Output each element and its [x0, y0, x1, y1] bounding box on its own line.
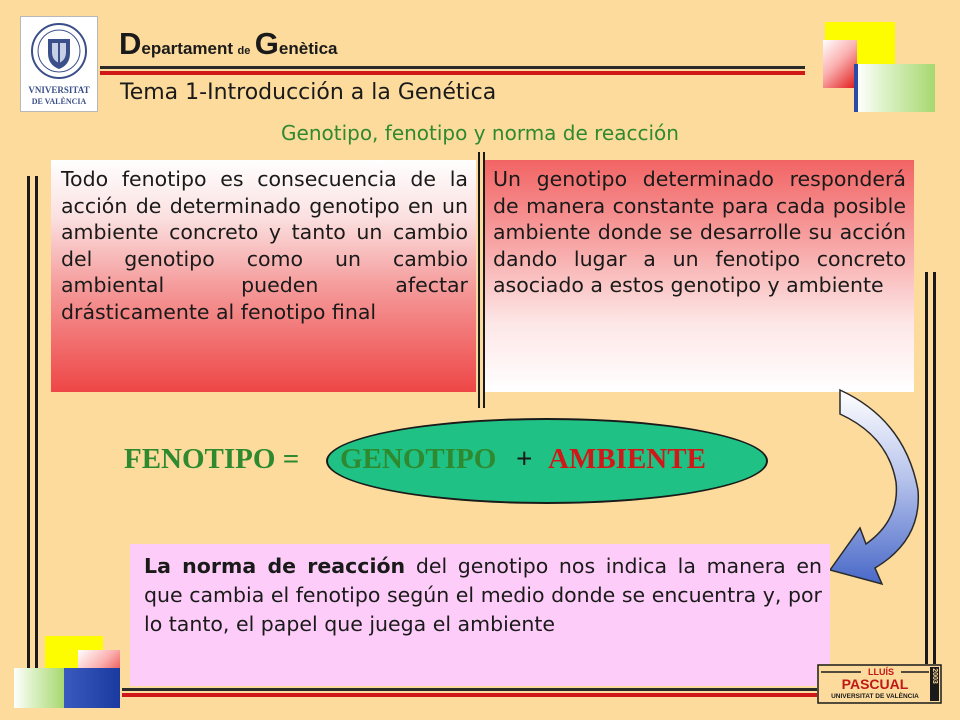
reaction-norm-box: [130, 544, 830, 686]
equation-plus: +: [516, 443, 533, 475]
equation-environment: AMBIENTE: [548, 443, 706, 475]
left-vertical-rule-2: [35, 176, 38, 698]
equation-phenotype: FENOTIPO =: [124, 443, 300, 475]
decor-blue-square-bottom: [64, 668, 120, 708]
equation-genotype: GENOTIPO: [340, 443, 497, 475]
phenotype-definition-box: Todo fenotipo es consecuencia de la acción de determinado genotipo en un ambiente concreto y tanto un cambio del genotipo como un cambio ambiental pueden afectar drásticamente al fenotipo final: [51, 160, 476, 392]
university-logo: [20, 16, 98, 112]
topic-title: Tema 1-Introducción a la Genética: [120, 80, 497, 105]
svg-text:VNIVERSITAT: VNIVERSITAT: [28, 85, 90, 95]
decor-gradient-square: [823, 40, 857, 88]
genotype-response-box: Un genotipo determinado responderá de manera constante para cada posible ambiente donde se desarrolle su acción dando lugar a un fenotipo concreto asociado a estos genotipo y ambiente: [485, 160, 914, 392]
lluis-pascual-logo: [817, 664, 942, 704]
header-rule-red: [100, 71, 805, 75]
left-vertical-rule: [27, 176, 30, 698]
reaction-norm-term: La norma de reacción: [144, 554, 406, 578]
svg-text:UNIVERSITAT DE VALÈNCIA: UNIVERSITAT DE VALÈNCIA: [831, 693, 919, 700]
header-rule-dark: [100, 66, 805, 69]
box-divider-rule: [478, 152, 480, 408]
svg-text:LLUÍS: LLUÍS: [868, 667, 894, 677]
decor-blue-bar: [854, 64, 858, 112]
footer-rule-red: [122, 693, 822, 697]
decor-green-square-bottom: [14, 668, 64, 708]
slide-subtitle: Genotipo, fenotipo y norma de reacción: [281, 121, 679, 145]
svg-text:2003: 2003: [931, 668, 938, 684]
svg-text:DE VALÈNCIA: DE VALÈNCIA: [31, 97, 87, 106]
reaction-norm-text: del genotipo nos indica la manera en que cambia el fenotipo según el medio donde se encuentra y, por lo tanto, el papel que juega el ambiente: [144, 554, 822, 636]
curved-arrow-icon: [830, 380, 940, 620]
decor-green-square: [857, 64, 935, 112]
department-title: Departament de Genètica: [119, 26, 338, 61]
footer-rule-dark: [122, 688, 822, 691]
svg-text:PASCUAL: PASCUAL: [841, 676, 909, 692]
